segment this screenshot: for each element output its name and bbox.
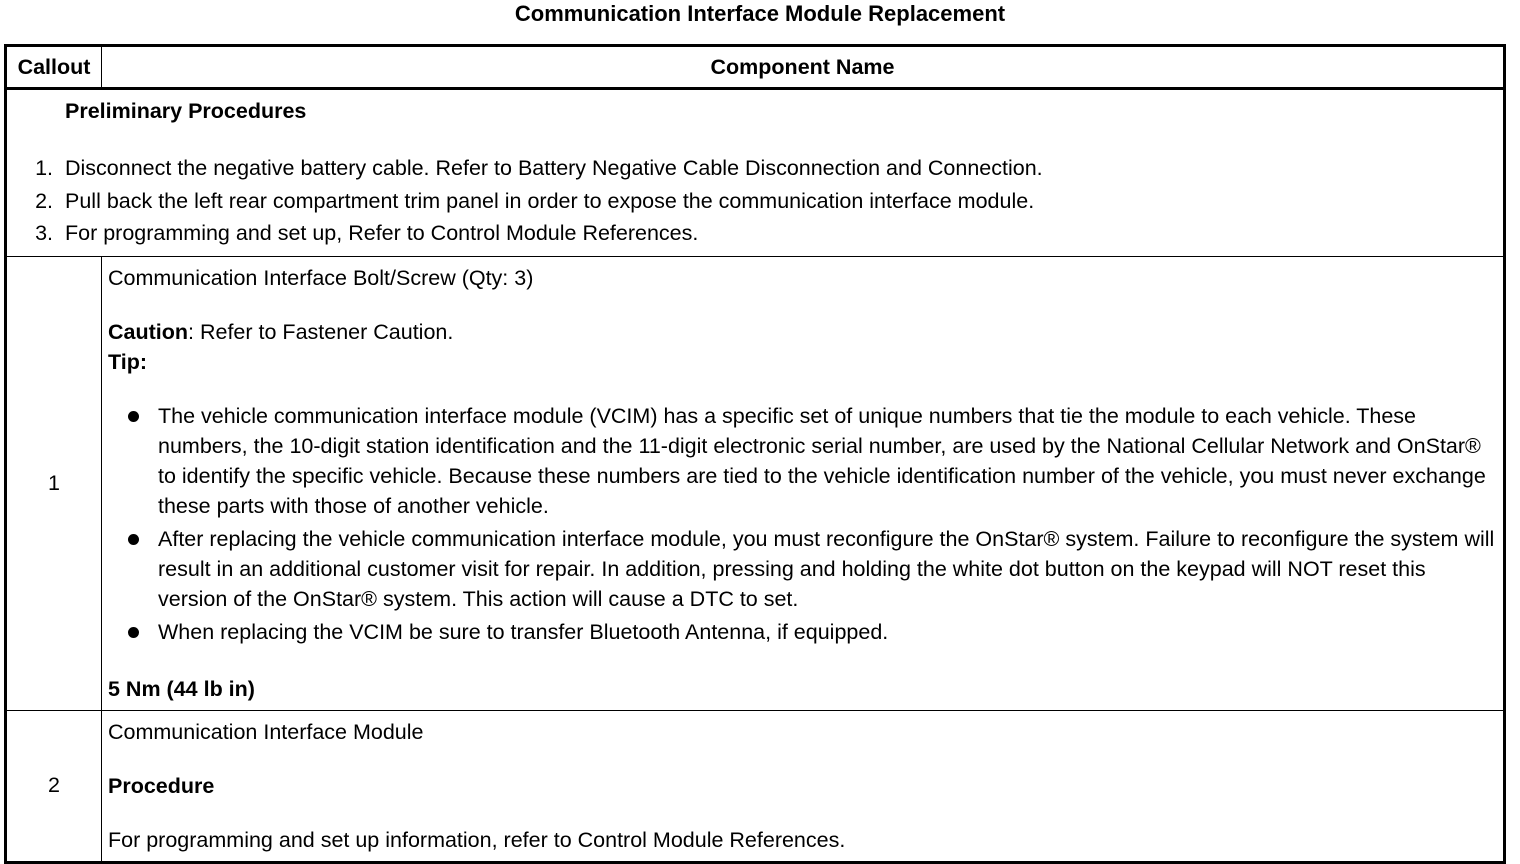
component-description	[102, 710, 1505, 862]
tip-item	[108, 401, 1495, 521]
caution-line	[108, 317, 1495, 347]
procedure-text: For programming and set up information, refer to Control Module References.	[108, 827, 846, 852]
bullet-icon	[128, 627, 139, 638]
step-text: Disconnect the negative battery cable. Refer to Battery Negative Cable Disconnection and Connection.	[65, 156, 1043, 180]
header-callout: Callout	[6, 46, 102, 89]
step-number: 2.	[35, 188, 53, 213]
tip-text: After replacing the vehicle communication interface module, you must reconfigure the OnStar® system. Failure to reconfigure the system will result in an additional customer visit for repair. In addition, pressing and holding the white dot button on the keypad will NOT reset this version of the OnStar® system. This action will cause a DTC to set.	[158, 526, 1495, 611]
table-row-callout-1	[6, 256, 1505, 710]
caution-text: : Refer to Fastener Caution.	[188, 319, 454, 344]
component-table	[4, 44, 1506, 864]
tip-text: The vehicle communication interface module (VCIM) has a specific set of unique numbers that tie the module to each vehicle. These numbers, the 10-digit station identification and the 11-digit electronic serial number, are used by the National Cellular Network and OnStar® to identify the specific vehicle. Because these numbers are tied to the vehicle identification number of the vehicle, you must never exchange these parts with those of another vehicle.	[158, 403, 1486, 518]
component-name: Communication Interface Bolt/Screw (Qty: 3)	[108, 265, 534, 290]
callout-number: 1	[6, 256, 102, 710]
preliminary-steps	[7, 152, 1503, 250]
page-title: Communication Interface Module Replacement	[514, 1, 1006, 26]
preliminary-cell	[6, 89, 1505, 257]
step-number: 3.	[35, 221, 53, 245]
step-item	[7, 217, 1503, 250]
step-item	[7, 185, 1503, 218]
step-text: For programming and set up, Refer to Control Module References.	[65, 221, 699, 245]
step-number: 1.	[35, 156, 53, 180]
step-text: Pull back the left rear compartment trim panel in order to expose the communication interface module.	[65, 188, 1035, 213]
table-row-callout-2	[6, 710, 1505, 862]
header-component-name: Component Name	[102, 46, 1505, 89]
component-name: Communication Interface Module	[108, 719, 424, 744]
bullet-icon	[128, 411, 139, 422]
tip-label: Tip:	[108, 349, 148, 374]
component-description	[102, 256, 1505, 710]
bullet-icon	[128, 534, 139, 545]
step-item	[7, 152, 1503, 185]
caution-label: Caution	[108, 319, 189, 344]
preliminary-row	[6, 89, 1505, 257]
preliminary-heading: Preliminary Procedures	[65, 99, 307, 123]
tip-list	[108, 401, 1495, 647]
procedure-label: Procedure	[108, 773, 215, 798]
tip-item	[108, 617, 1495, 647]
callout-number: 2	[6, 710, 102, 862]
table-header-row	[6, 46, 1505, 89]
torque-spec: 5 Nm (44 lb in)	[108, 676, 255, 701]
tip-item	[108, 524, 1495, 614]
tip-text: When replacing the VCIM be sure to transfer Bluetooth Antenna, if equipped.	[158, 619, 889, 644]
